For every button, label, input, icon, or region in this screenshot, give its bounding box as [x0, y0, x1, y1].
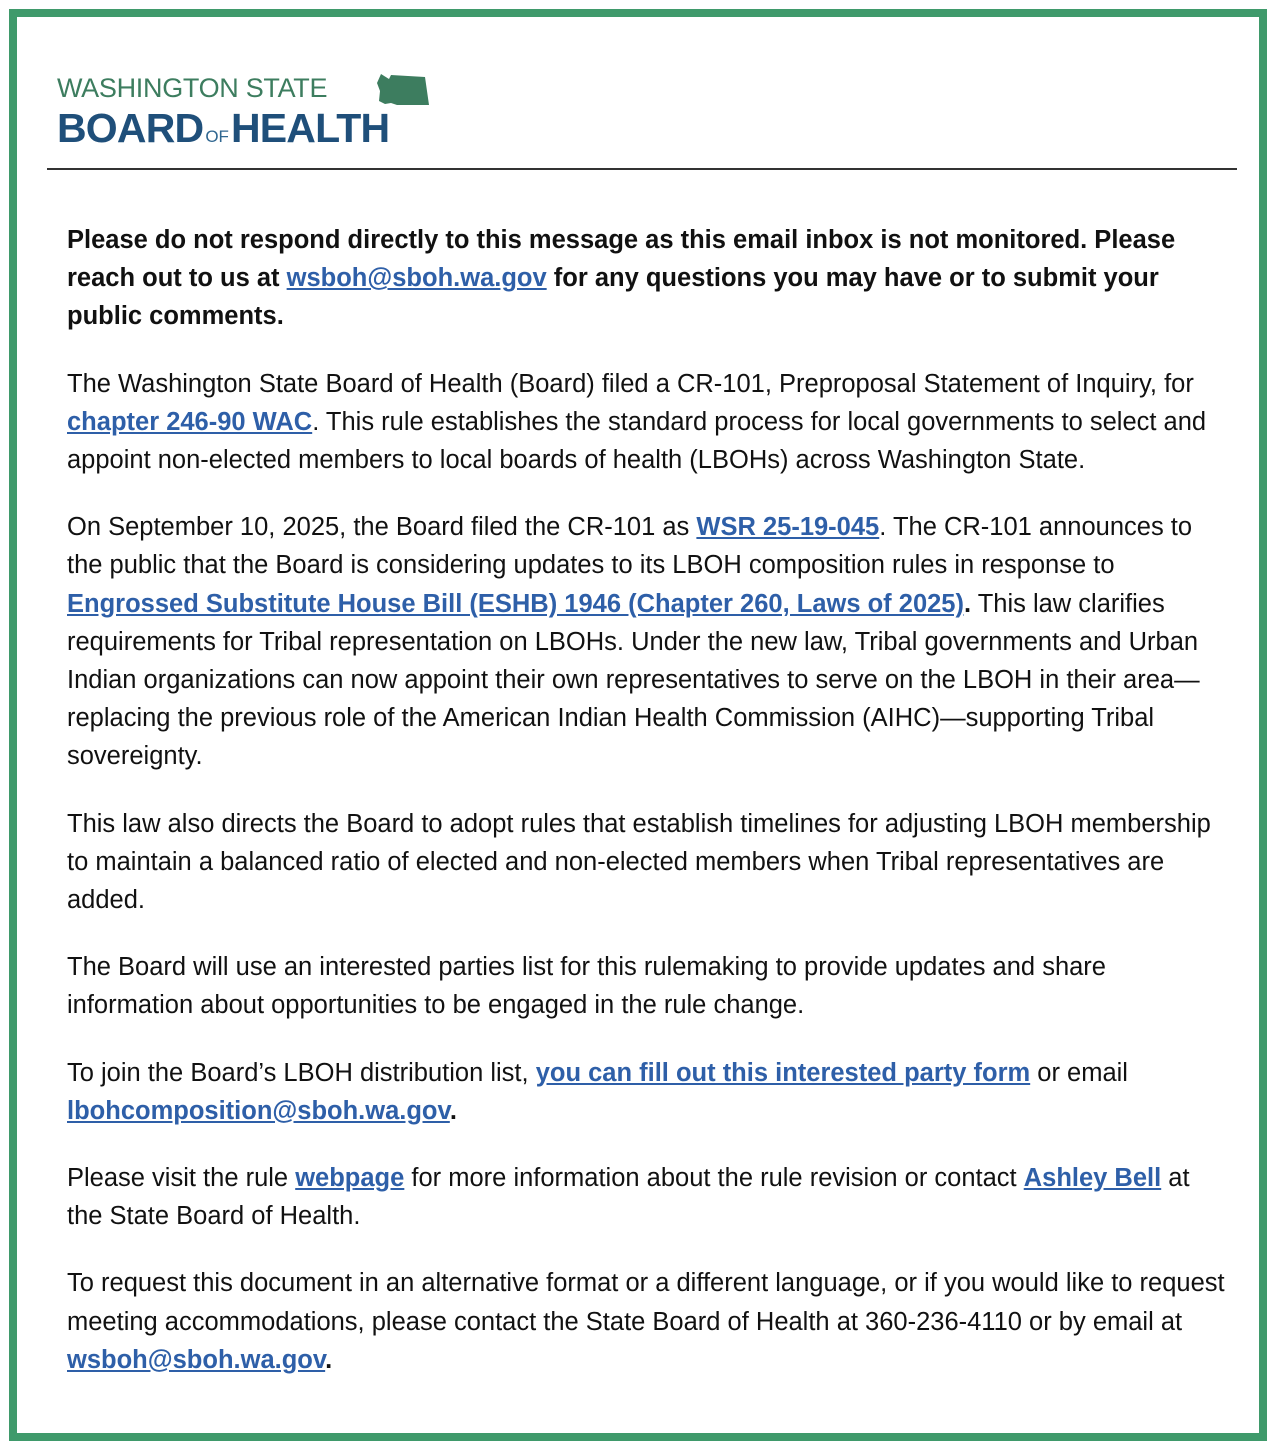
header — [47, 57, 1237, 169]
p5-text-pre: To join the Board’s LBOH distribution list, — [67, 1058, 536, 1087]
p2-text-pre: On September 10, 2025, the Board filed the CR-101 as — [67, 513, 697, 542]
p6-text-pre: Please visit the rule — [67, 1164, 296, 1193]
notice-text-post: for any questions you may have or to submit your public comments. — [67, 264, 1159, 331]
board-of-health-logo — [57, 67, 437, 157]
paragraph-cr101-filing — [67, 365, 1227, 480]
paragraph-interested-parties: The Board will use an interested parties list for this rulemaking to provide updates and share information about opportunities to be engaged in the rule change. — [67, 953, 1106, 1020]
paragraph-timelines: This law also directs the Board to adopt rules that establish timelines for adjusting LBOH membership to maintain a balanced ratio of elected and non-elected members when Tribal representatives are added. — [67, 809, 1211, 915]
wsboh-email-link[interactable]: wsboh@sboh.wa.gov — [286, 264, 547, 293]
email-frame — [9, 9, 1267, 1441]
logo-word-board: BOARD — [57, 105, 204, 151]
chapter-246-90-wac-link[interactable]: chapter 246-90 WAC — [67, 407, 313, 436]
no-reply-notice — [67, 221, 1227, 336]
p5-text-mid: or email — [1030, 1058, 1128, 1087]
p1-text-pre: The Washington State Board of Health (Board) filed a CR-101, Preproposal Statement of Inquiry, for — [67, 369, 1194, 398]
eshb-1946-link[interactable]: Engrossed Substitute House Bill (ESHB) 1946 (Chapter 260, Laws of 2025) — [67, 589, 964, 618]
paragraph-accommodations — [67, 1264, 1227, 1379]
logo-word-of: OF — [205, 127, 229, 146]
lbohcomposition-email-link[interactable]: lbohcomposition@sboh.wa.gov — [67, 1096, 450, 1125]
p6-text-post: at the State Board of Health. — [67, 1164, 1190, 1231]
interested-party-form-link[interactable]: you can fill out this interested party form — [535, 1058, 1031, 1087]
p2-text-post: This law clarifies requirements for Tribal representation on LBOHs. Under the new law, Tribal governments and Urban Indian organizations can now appoint their own representatives to serve on the LBOH in their area—replacing the previous role of the American Indian Health Commission (AIHC)—supporting Tribal sovereignty. — [67, 589, 1200, 771]
washington-state-map-icon — [375, 71, 431, 109]
header-divider — [47, 168, 1237, 170]
logo-word-health: HEALTH — [230, 105, 390, 151]
rule-webpage-link[interactable]: webpage — [295, 1164, 405, 1193]
p1-text-post: . This rule establishes the standard process for local governments to select and appoint non-elected members to local boards of health (LBOHs) across Washington State. — [67, 407, 1207, 475]
p2-text-mid: . The CR-101 announces to the public that the Board is considering updates to its LBOH composition rules in response to — [67, 513, 1193, 580]
paragraph-distribution-list — [67, 1054, 1227, 1130]
p7-text-pre: To request this document in an alternative format or a different language, or if you would like to request meeting accommodations, please contact the State Board of Health at 360-236-4110 or by email at — [67, 1269, 1225, 1336]
email-body — [67, 221, 1227, 1408]
p6-text-mid: for more information about the rule revision or contact — [404, 1164, 1024, 1193]
p7-period: . — [325, 1345, 333, 1374]
p2-period: . — [963, 589, 972, 618]
logo-line-washington-state: WASHINGTON STATE — [57, 73, 328, 103]
paragraph-rule-webpage — [67, 1159, 1227, 1235]
p5-period: . — [449, 1096, 457, 1125]
ashley-bell-link[interactable]: Ashley Bell — [1023, 1164, 1162, 1193]
paragraph-wsr-filing — [67, 508, 1227, 775]
notice-text-pre: Please do not respond directly to this message as this email inbox is not monitored. Please reach out to us at — [67, 226, 1176, 293]
wsr-25-19-045-link[interactable]: WSR 25-19-045 — [696, 513, 880, 542]
wsboh-email-link-footer[interactable]: wsboh@sboh.wa.gov — [67, 1345, 326, 1374]
logo-line-board-of-health — [57, 105, 389, 152]
